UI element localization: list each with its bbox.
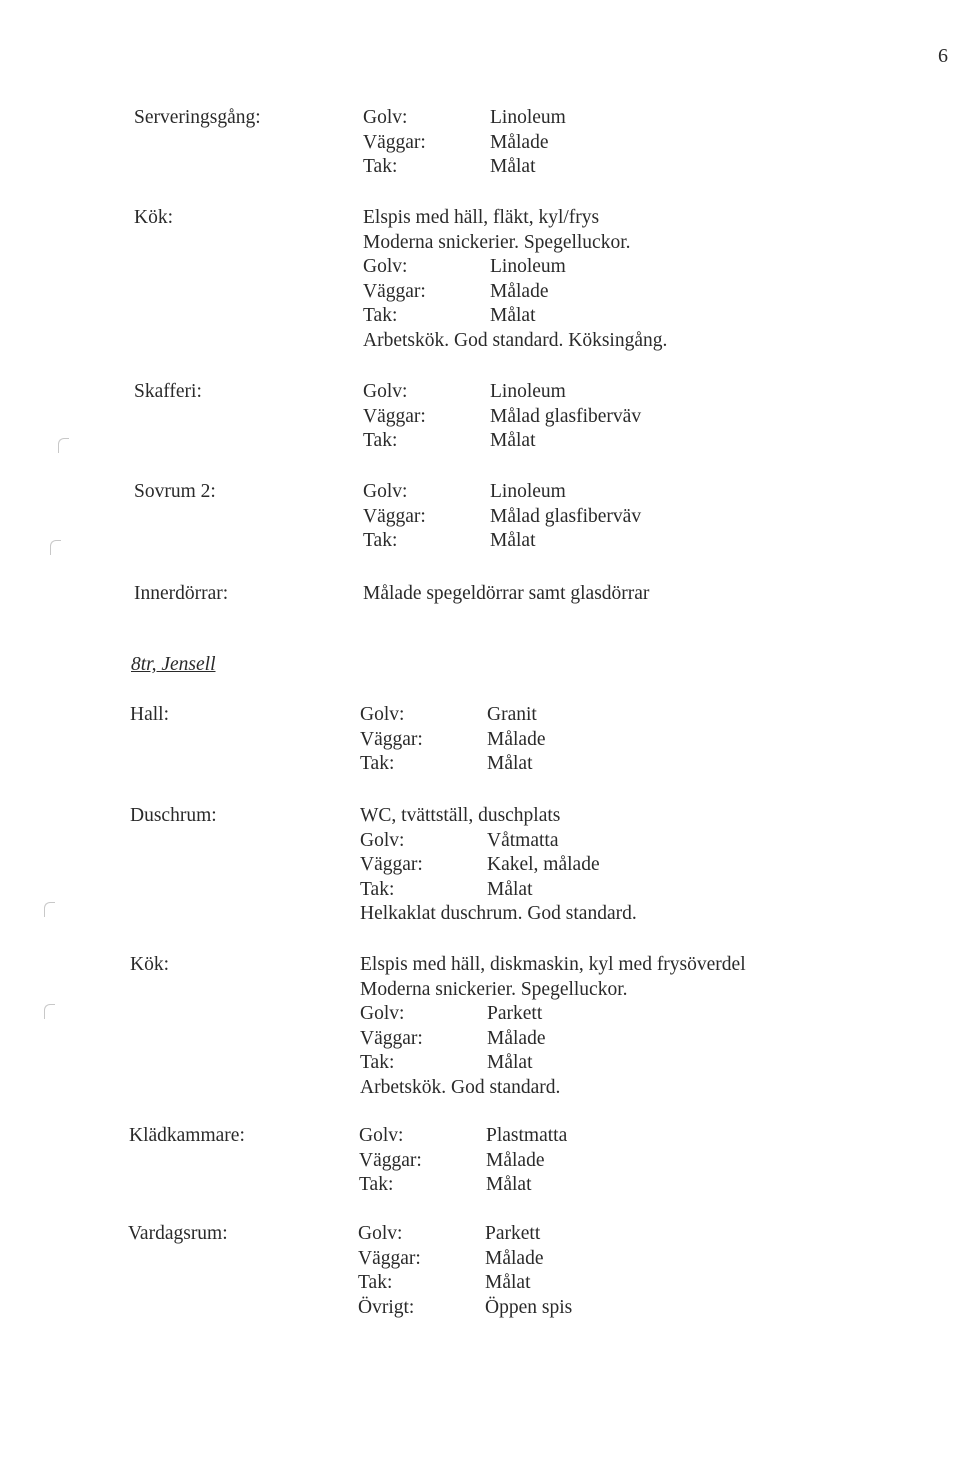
detail-row bbox=[363, 480, 641, 505]
detail-key: Väggar: bbox=[360, 728, 423, 750]
page-number: 6 bbox=[938, 45, 948, 67]
detail-row bbox=[360, 728, 545, 753]
detail-key: Väggar: bbox=[363, 505, 426, 527]
detail-value: Granit bbox=[487, 704, 537, 725]
detail-key: Tak: bbox=[363, 530, 398, 552]
detail-row bbox=[363, 529, 641, 554]
detail-row bbox=[359, 1149, 567, 1174]
detail-row bbox=[363, 280, 667, 305]
detail-key: Golv: bbox=[360, 829, 405, 851]
room-details bbox=[360, 953, 746, 1101]
room-details bbox=[363, 206, 667, 354]
room-name: Sovrum 2: bbox=[134, 481, 216, 502]
detail-row bbox=[360, 703, 545, 728]
detail-row bbox=[363, 131, 566, 156]
detail-row bbox=[360, 1027, 746, 1052]
detail-row bbox=[358, 1222, 572, 1247]
detail-value: Målad glasfiberväv bbox=[490, 505, 642, 527]
detail-row bbox=[363, 155, 566, 180]
detail-value: Kakel, målade bbox=[487, 854, 600, 876]
detail-key: Tak: bbox=[363, 156, 398, 178]
detail-row bbox=[363, 255, 667, 280]
detail-value: Målat bbox=[487, 753, 533, 775]
room-name: Kök: bbox=[134, 207, 173, 228]
room-name: Kök: bbox=[130, 954, 169, 975]
detail-value: Målad glasfiberväv bbox=[490, 405, 642, 427]
margin-mark bbox=[44, 902, 55, 917]
detail-row bbox=[363, 380, 641, 405]
detail-line: Arbetskök. God standard. bbox=[360, 1076, 561, 1098]
detail-row bbox=[360, 878, 637, 903]
detail-value: Plastmatta bbox=[486, 1125, 568, 1146]
detail-line: Moderna snickerier. Spegelluckor. bbox=[363, 231, 631, 253]
detail-key: Golv: bbox=[360, 704, 405, 725]
detail-row bbox=[359, 1173, 567, 1198]
margin-mark bbox=[50, 540, 61, 555]
detail-key: Golv: bbox=[363, 381, 408, 402]
detail-key: Tak: bbox=[360, 878, 395, 900]
detail-value: Målat bbox=[490, 305, 536, 327]
detail-row bbox=[358, 1271, 572, 1296]
room-details bbox=[359, 1124, 567, 1198]
room-name: Innerdörrar: bbox=[134, 583, 229, 604]
room-details bbox=[363, 480, 641, 554]
room-details bbox=[363, 582, 649, 607]
room-details bbox=[360, 703, 545, 777]
room-name: Klädkammare: bbox=[129, 1125, 245, 1146]
detail-value: Linoleum bbox=[490, 107, 566, 128]
room-name: Hall: bbox=[130, 704, 169, 725]
detail-row bbox=[359, 1124, 567, 1149]
detail-value: Linoleum bbox=[490, 256, 566, 278]
detail-key: Väggar: bbox=[360, 1027, 423, 1049]
detail-key: Tak: bbox=[359, 1174, 394, 1196]
detail-key: Väggar: bbox=[363, 405, 426, 427]
detail-value: Parkett bbox=[487, 1003, 543, 1025]
detail-line: Arbetskök. God standard. Köksingång. bbox=[363, 329, 668, 351]
detail-row bbox=[360, 752, 545, 777]
detail-value: Linoleum bbox=[490, 381, 566, 402]
detail-row bbox=[360, 853, 637, 878]
detail-row bbox=[358, 1247, 572, 1272]
room-details bbox=[363, 106, 566, 180]
margin-mark bbox=[58, 438, 69, 453]
detail-value: Målat bbox=[486, 1174, 532, 1196]
detail-key: Golv: bbox=[360, 1003, 405, 1025]
detail-value: Målat bbox=[487, 878, 533, 900]
detail-key: Tak: bbox=[360, 753, 395, 775]
detail-value: Linoleum bbox=[490, 481, 566, 502]
detail-value: Våtmatta bbox=[487, 829, 559, 851]
detail-value: Målat bbox=[490, 156, 536, 178]
detail-line: WC, tvättställ, duschplats bbox=[360, 805, 561, 826]
detail-line: Moderna snickerier. Spegelluckor. bbox=[360, 978, 628, 1000]
room-details bbox=[363, 380, 641, 454]
detail-line: Helkaklat duschrum. God standard. bbox=[360, 903, 637, 925]
detail-row bbox=[360, 1051, 746, 1076]
room-name: Serveringsgång: bbox=[134, 107, 261, 128]
detail-key: Golv: bbox=[363, 256, 408, 278]
detail-value: Målade bbox=[490, 280, 549, 302]
detail-key: Väggar: bbox=[363, 131, 426, 153]
room-details bbox=[358, 1222, 572, 1320]
room-name: Duschrum: bbox=[130, 805, 217, 826]
margin-mark bbox=[44, 1004, 55, 1019]
detail-key: Tak: bbox=[363, 305, 398, 327]
detail-key: Golv: bbox=[359, 1125, 404, 1146]
detail-line: Elspis med häll, diskmaskin, kyl med frysöverdel bbox=[360, 954, 746, 975]
detail-row bbox=[363, 106, 566, 131]
detail-value: Målade bbox=[487, 728, 546, 750]
detail-value: Målade bbox=[486, 1149, 545, 1171]
detail-key: Väggar: bbox=[359, 1149, 422, 1171]
detail-row bbox=[363, 505, 641, 530]
detail-value: Målat bbox=[490, 530, 536, 552]
detail-key: Golv: bbox=[363, 481, 408, 502]
detail-row bbox=[360, 1002, 746, 1027]
detail-value: Målat bbox=[485, 1272, 531, 1294]
detail-row bbox=[358, 1296, 572, 1321]
detail-value: Målade bbox=[490, 131, 549, 153]
detail-key: Övrigt: bbox=[358, 1296, 415, 1318]
detail-value: Parkett bbox=[485, 1223, 541, 1244]
detail-key: Väggar: bbox=[363, 280, 426, 302]
detail-key: Golv: bbox=[363, 107, 408, 128]
detail-row bbox=[363, 304, 667, 329]
detail-key: Väggar: bbox=[360, 854, 423, 876]
detail-line: Målade spegeldörrar samt glasdörrar bbox=[363, 583, 650, 604]
detail-key: Tak: bbox=[360, 1052, 395, 1074]
room-name: Skafferi: bbox=[134, 381, 202, 402]
detail-key: Väggar: bbox=[358, 1247, 421, 1269]
detail-key: Tak: bbox=[363, 430, 398, 452]
subheading: 8tr, Jensell bbox=[131, 654, 216, 675]
detail-key: Golv: bbox=[358, 1223, 403, 1244]
detail-value: Öppen spis bbox=[485, 1296, 573, 1318]
detail-value: Målade bbox=[487, 1027, 546, 1049]
detail-row bbox=[360, 829, 637, 854]
room-name: Vardagsrum: bbox=[128, 1223, 228, 1244]
detail-value: Målade bbox=[485, 1247, 544, 1269]
detail-value: Målat bbox=[490, 430, 536, 452]
detail-row bbox=[363, 405, 641, 430]
detail-value: Målat bbox=[487, 1052, 533, 1074]
detail-row bbox=[363, 429, 641, 454]
room-details bbox=[360, 804, 637, 927]
detail-line: Elspis med häll, fläkt, kyl/frys bbox=[363, 207, 600, 228]
detail-key: Tak: bbox=[358, 1272, 393, 1294]
